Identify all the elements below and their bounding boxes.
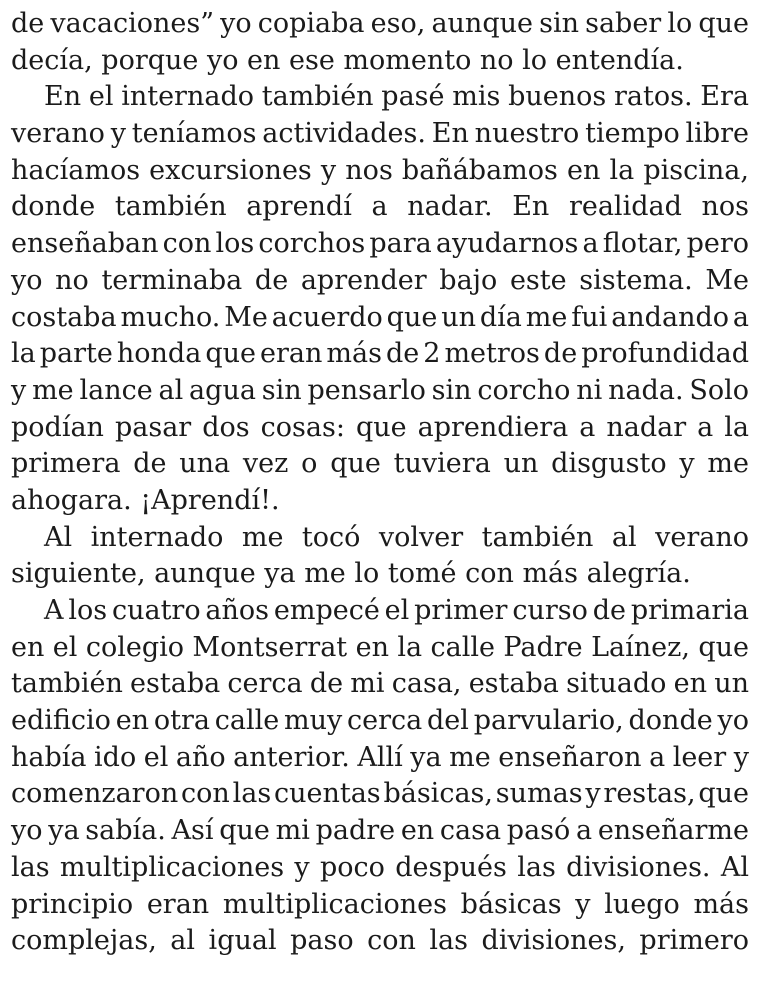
- text-line: en el colegio Montserrat en la calle Padre Laínez, que: [11, 631, 749, 663]
- paragraph-2: [11, 79, 749, 519]
- paragraph-4: [11, 593, 749, 960]
- text-line: yo no terminaba de aprender bajo este sistema. Me: [11, 264, 749, 296]
- text-line: comenzaron con las cuentas básicas, sumas y restas, que: [11, 778, 749, 810]
- paragraph-3: [11, 520, 749, 593]
- text-line: podían pasar dos cosas: que aprendiera a nadar a la: [11, 411, 749, 443]
- text-line: Al internado me tocó volver también al verano: [44, 521, 749, 553]
- text-line: edificio en otra calle muy cerca del parvulario, donde yo: [11, 705, 749, 737]
- text-line: principio eran multiplicaciones básicas y luego más: [11, 888, 749, 920]
- paragraph-1: [11, 6, 749, 79]
- text-line: verano y teníamos actividades. En nuestro tiempo libre: [11, 118, 749, 150]
- text-line: A los cuatro años empecé el primer curso de primaria: [44, 595, 749, 626]
- text-line: y me lance al agua sin pensarlo sin corcho ni nada. Solo: [11, 374, 749, 406]
- text-line: En el internado también pasé mis buenos ratos. Era: [44, 81, 749, 113]
- text-line: hacíamos excursiones y nos bañábamos en la piscina,: [11, 154, 749, 186]
- text-line: la parte honda que eran más de 2 metros de profundidad: [11, 338, 749, 370]
- text-line: siguiente, aunque ya me lo tomé con más alegría.: [11, 558, 691, 590]
- text-line: donde también aprendí a nadar. En realidad nos: [11, 191, 749, 223]
- text-line: complejas, al igual paso con las divisiones, primero: [11, 925, 749, 957]
- text-line: también estaba cerca de mi casa, estaba situado en un: [11, 668, 749, 700]
- text-line: costaba mucho. Me acuerdo que un día me fui andando a: [11, 301, 749, 333]
- book-page: [11, 6, 749, 960]
- text-line: ahogara. ¡Aprendí!.: [11, 484, 280, 516]
- text-line: decía, porque yo en ese momento no lo entendía.: [11, 44, 684, 76]
- text-line: de vacaciones” yo copiaba eso, aunque sin saber lo que: [11, 8, 749, 39]
- text-line: yo ya sabía. Así que mi padre en casa pasó a enseñarme: [11, 815, 749, 847]
- text-line: primera de una vez o que tuviera un disgusto y me: [11, 448, 749, 480]
- text-line: había ido el año anterior. Allí ya me enseñaron a leer y: [11, 741, 749, 773]
- text-line: las multiplicaciones y poco después las divisiones. Al: [11, 851, 749, 883]
- text-line: enseñaban con los corchos para ayudarnos a flotar, pero: [11, 228, 749, 260]
